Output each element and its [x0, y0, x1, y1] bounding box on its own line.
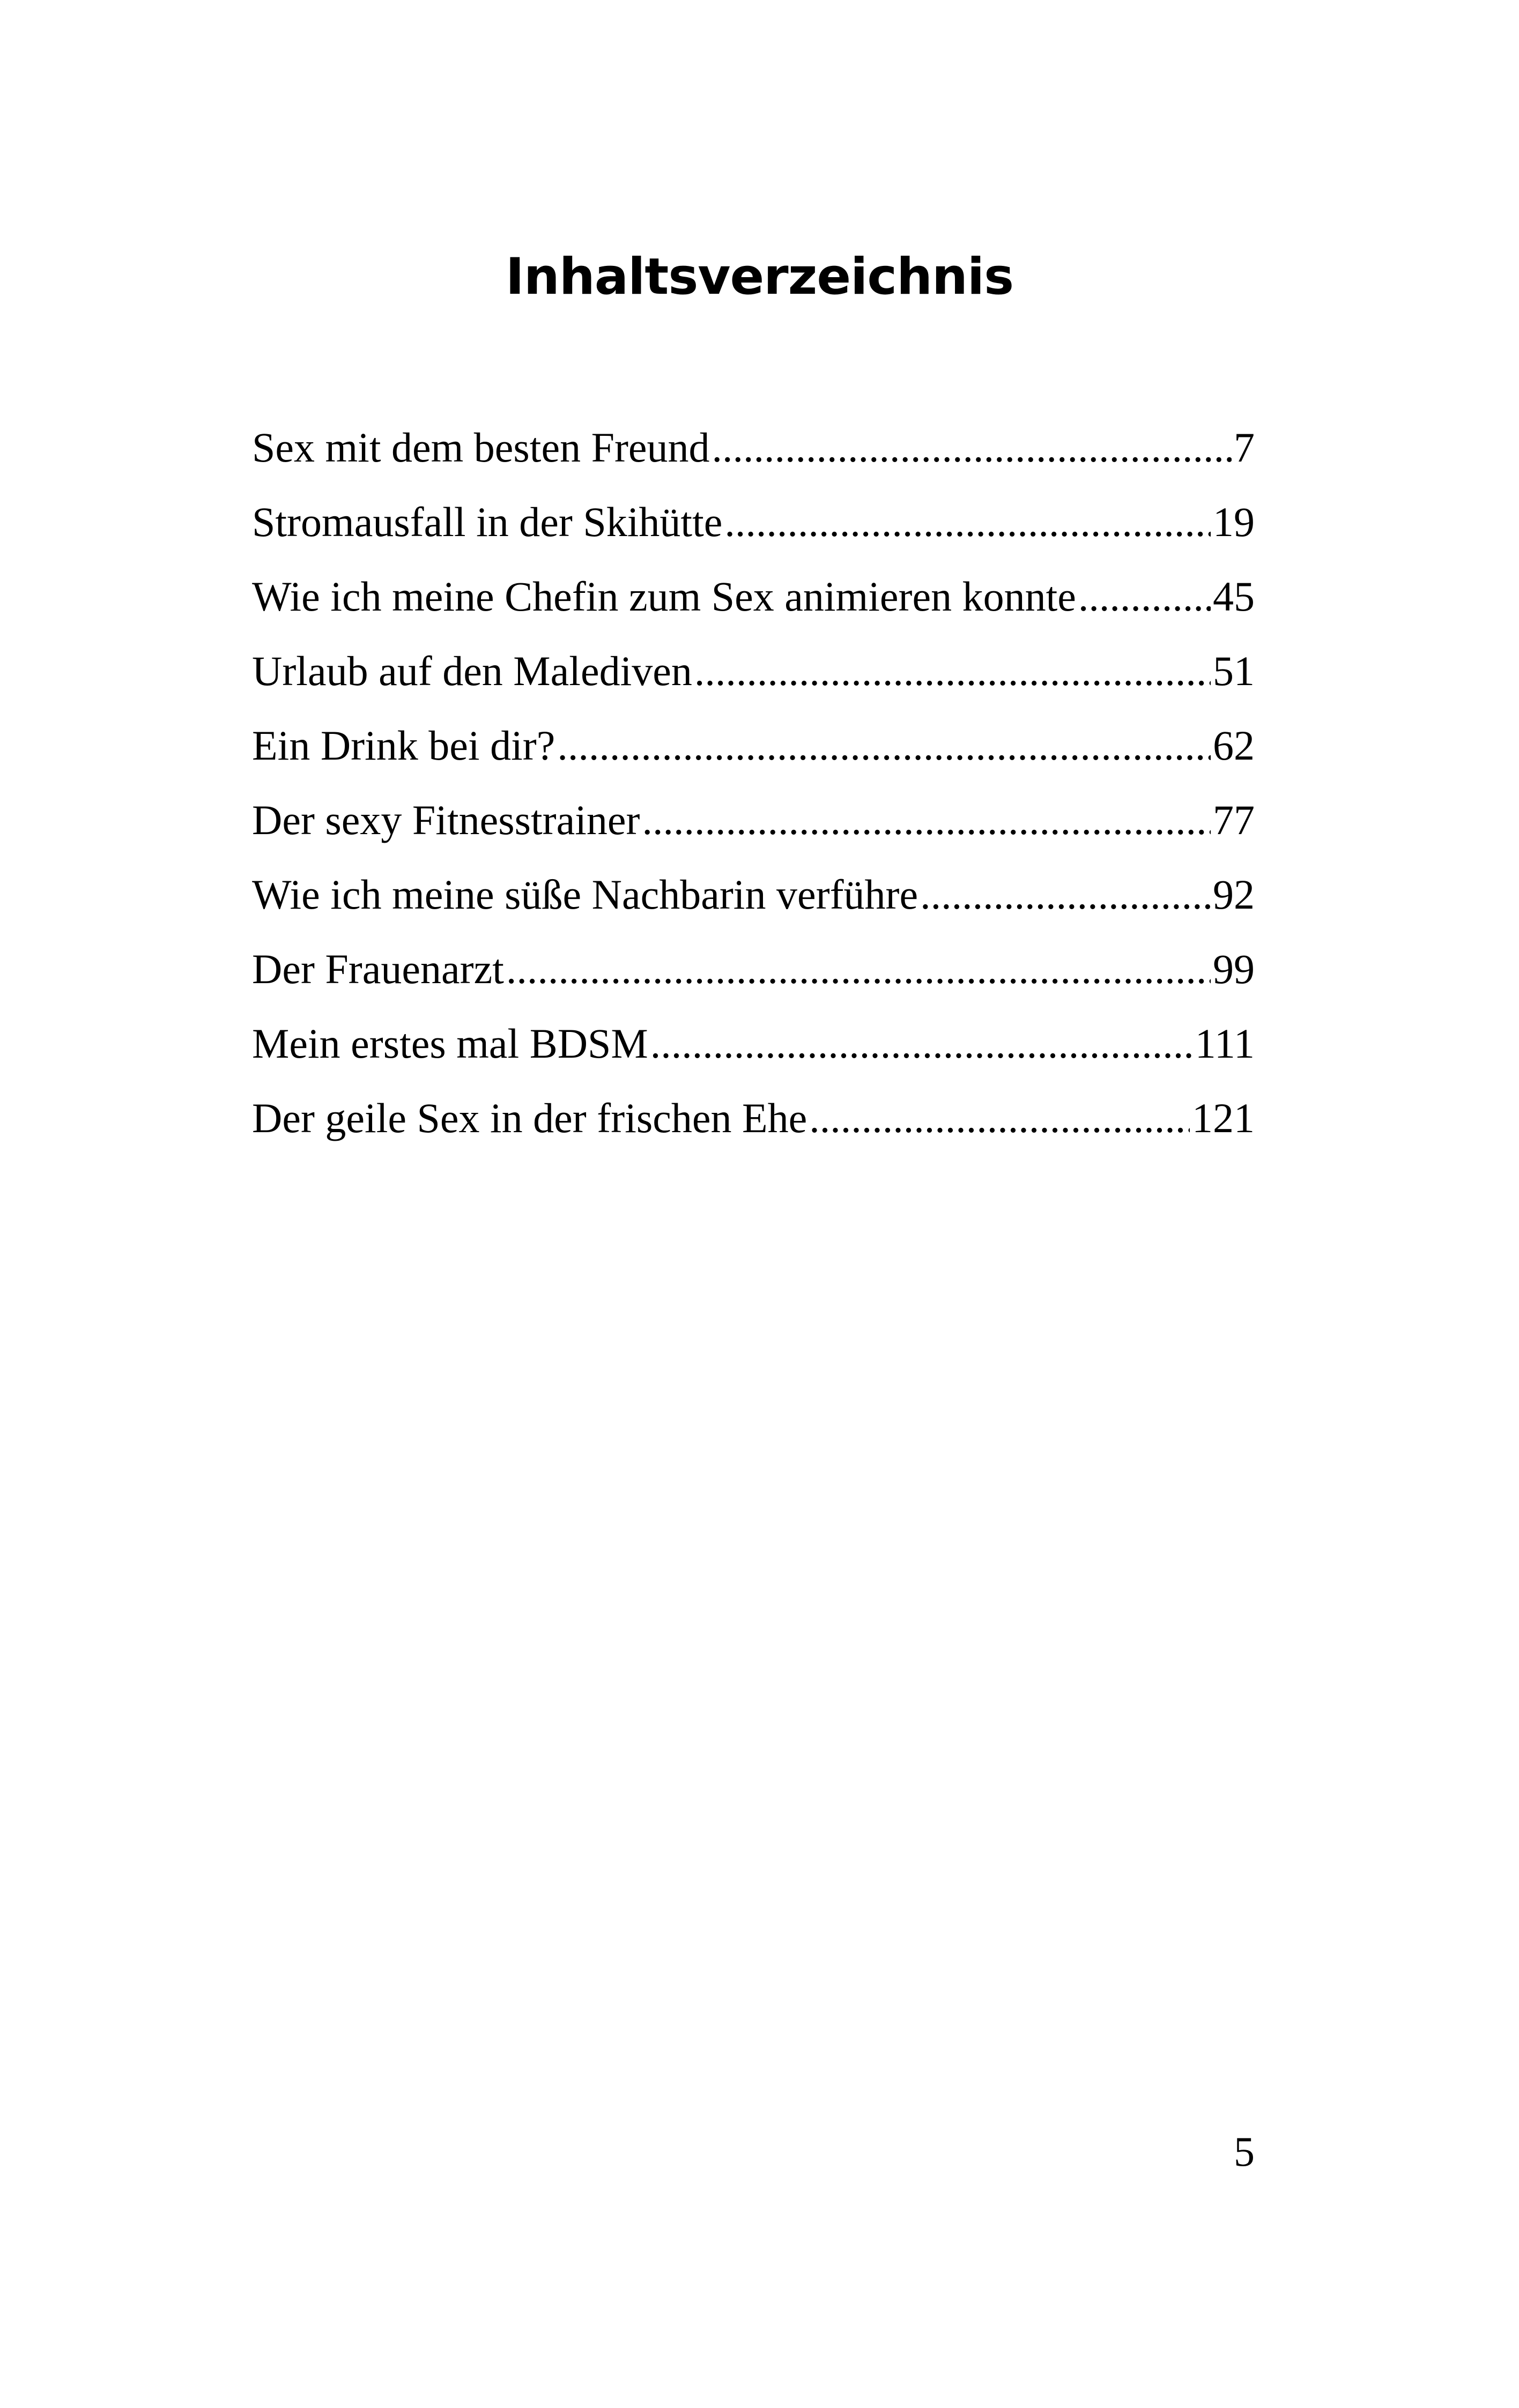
toc-entry-page: 51 — [1213, 648, 1255, 694]
page-number: 5 — [1234, 2128, 1255, 2175]
toc-dot-leader — [712, 423, 1232, 472]
toc-dot-leader — [557, 722, 1211, 770]
toc-entry — [252, 796, 1255, 871]
toc-entry-title: Der sexy Fitnesstrainer — [252, 797, 640, 843]
page-title: Inhaltsverzeichnis — [505, 248, 1014, 306]
toc-dot-leader — [724, 498, 1211, 546]
toc-entry-page: 111 — [1195, 1020, 1255, 1067]
toc-entry-title: Wie ich meine Chefin zum Sex animieren konnte — [252, 573, 1076, 620]
toc-entry — [252, 647, 1255, 722]
toc-entry-title: Wie ich meine süße Nachbarin verführe — [252, 871, 918, 918]
toc-entry-page: 62 — [1213, 722, 1255, 769]
toc-entry-title: Sex mit dem besten Freund — [252, 424, 710, 471]
toc-dot-leader — [506, 945, 1211, 993]
toc-entry-title: Urlaub auf den Malediven — [252, 648, 692, 694]
toc-entry-page: 19 — [1213, 499, 1255, 545]
toc-entry-page: 45 — [1213, 573, 1255, 620]
toc-dot-leader — [809, 1094, 1190, 1142]
toc-dot-leader — [650, 1020, 1193, 1068]
table-of-contents — [252, 423, 1255, 1169]
toc-dot-leader — [642, 796, 1211, 844]
toc-entry-page: 77 — [1213, 797, 1255, 843]
toc-dot-leader — [694, 647, 1211, 695]
toc-entry-page: 99 — [1213, 946, 1255, 992]
toc-entry-title: Mein erstes mal BDSM — [252, 1020, 648, 1067]
toc-entry-title: Der geile Sex in der frischen Ehe — [252, 1095, 807, 1141]
toc-entry — [252, 871, 1255, 945]
toc-entry-title: Stromausfall in der Skihütte — [252, 499, 723, 545]
toc-dot-leader — [1078, 573, 1211, 621]
toc-entry-title: Der Frauenarzt — [252, 946, 504, 992]
toc-entry-page: 7 — [1234, 424, 1255, 471]
toc-entry-page: 121 — [1192, 1095, 1255, 1141]
toc-entry-title: Ein Drink bei dir? — [252, 722, 555, 769]
toc-entry — [252, 722, 1255, 796]
toc-entry — [252, 573, 1255, 647]
toc-dot-leader — [920, 871, 1211, 919]
toc-entry — [252, 1094, 1255, 1169]
toc-entry — [252, 945, 1255, 1020]
toc-entry-page: 92 — [1213, 871, 1255, 918]
toc-entry — [252, 423, 1255, 498]
toc-entry — [252, 498, 1255, 573]
toc-entry — [252, 1020, 1255, 1094]
